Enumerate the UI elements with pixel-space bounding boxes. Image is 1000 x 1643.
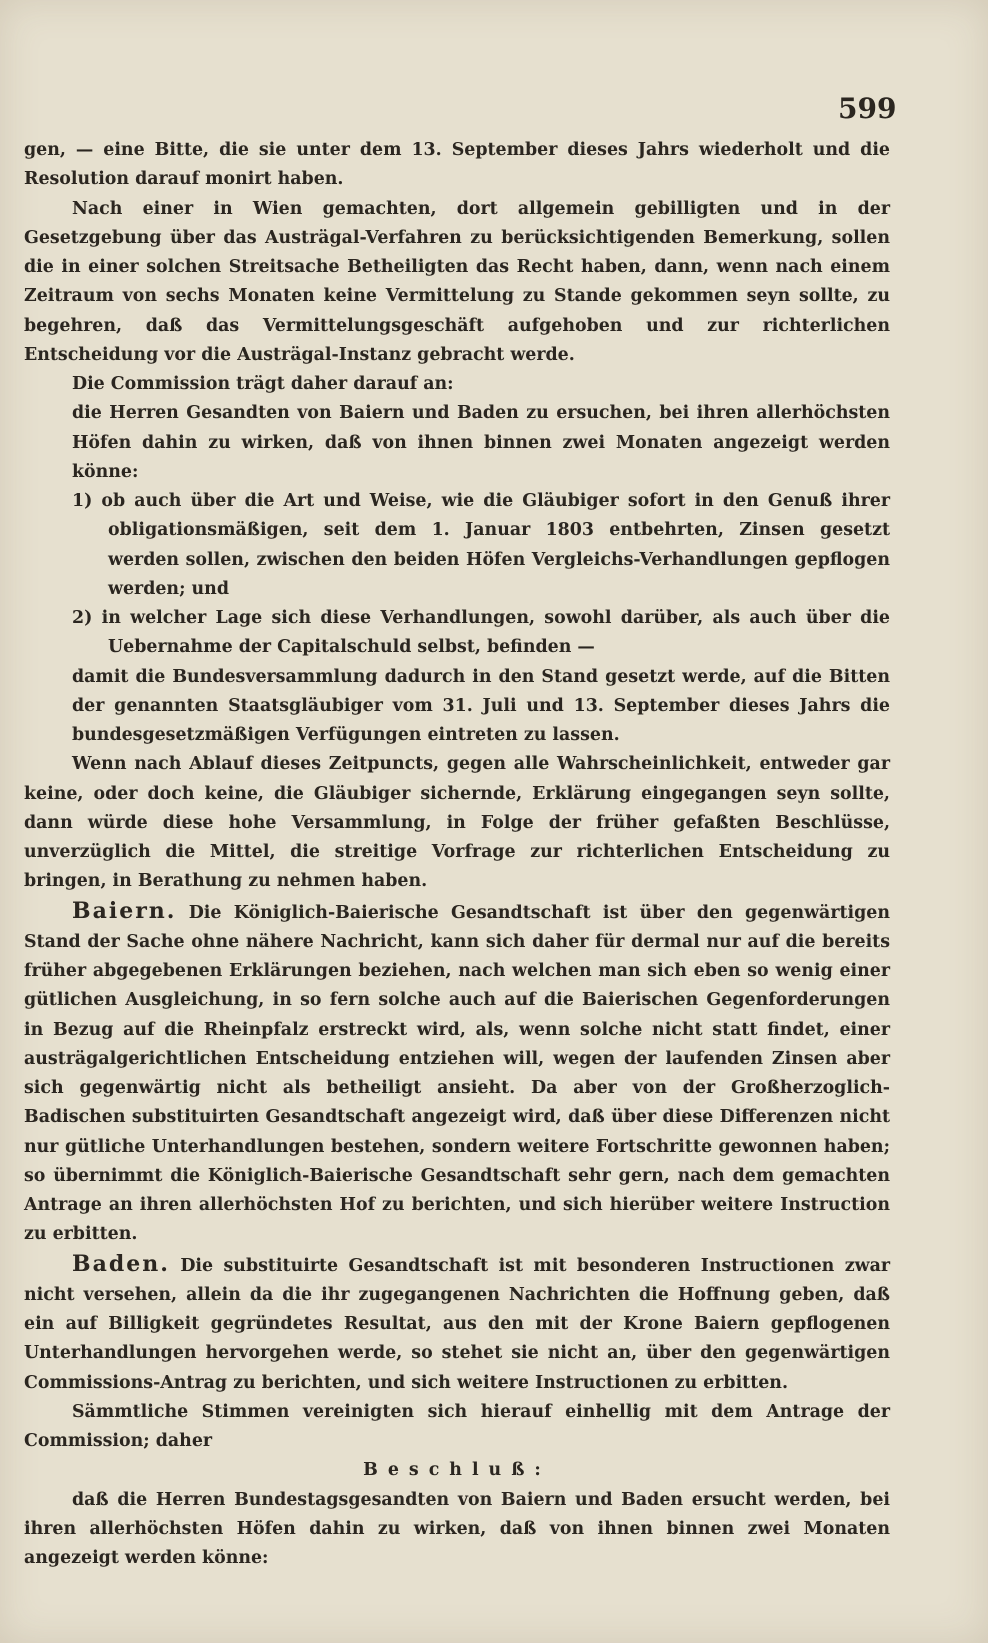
page-number: 599 [838,92,897,125]
paragraph: daß die Herren Bundestagsgesandten von Baiern und Baden ersucht werden, bei ihren allerhöchsten Höfen dahin zu wirken, daß von ihnen binnen zwei Monaten angezeigt werden könne: [24,1489,890,1568]
vote-paragraph [24,897,890,1250]
paragraph: die Herren Gesandten von Baiern und Baden zu ersuchen, bei ihren allerhöchsten Höfen dahin zu wirken, daß von ihnen binnen zwei Monaten angezeigt werden könne: [72,403,890,482]
resolution-heading: Beschluß: [363,1460,551,1481]
paragraph: Die Commission trägt daher darauf an: [72,374,454,394]
paragraph: damit die Bundesversammlung dadurch in den Stand gesetzt werde, auf die Bitten der genannten Staatsgläubiger vom 31. Juli und 13. September dieses Jahrs die bundesgesetzmäßigen Verfügungen eintreten zu lassen. [72,666,890,745]
state-label: Baden. [72,1250,170,1277]
enumerated-item: 2) in welcher Lage sich diese Verhandlungen, sowohl darüber, als auch über die Uebernahme der Capitalschuld selbst, befinden — [72,608,890,658]
paragraph: Nach einer in Wien gemachten, dort allgemein gebilligten und in der Gesetzgebung über das Austrägal-Verfahren zu berücksichtigenden Bemerkung, sollen die in einer solchen Streitsache Betheiligten das Recht haben, dann, wenn nach einem Zeitraum von sechs Monaten keine Vermittelung zu Stande gekommen seyn sollte, zu begehren, daß das Vermittelungsgeschäft aufgehoben und zur richterlichen Entscheidung vor die Austrägal-Instanz gebracht werde. [24,198,890,365]
paragraph: Sämmtliche Stimmen vereinigten sich hierauf einhellig mit dem Antrage der Commission; daher [24,1401,890,1451]
vote-text: Die substituirte Gesandtschaft ist mit besonderen Instructionen zwar nicht versehen, allein da die ihr zugegangenen Nachrichten die Hoffnung geben, daß ein auf Billigkeit gegründetes Resultat, aus den mit der Krone Baiern gepflogenen Unterhandlungen hervorgehen werde, so stehet sie nicht an, über den gegenwärtigen Commissions-Antrag zu berichten, und sich weitere Instructionen zu erbitten. [24,1255,890,1393]
body-text [24,136,890,1573]
state-label: Baiern. [72,897,177,924]
vote-text: Die Königlich-Baierische Gesandtschaft ist über den gegenwärtigen Stand der Sache ohne nähere Nachricht, kann sich daher für dermal nur auf die bereits früher abgegebenen Erklärungen beziehen, nach welchen man sich eben so wenig einer gütlichen Ausgleichung, in so fern solche auch auf die Baierischen Gegenforderungen in Bezug auf die Rheinpfalz erstreckt wird, als, wenn solche nicht statt findet, einer austrägalgerichtlichen Entscheidung entziehen will, wegen der laufenden Zinsen aber sich gegenwärtig nicht als betheiligt ansieht. Da aber von der Großherzoglich-Badischen substituirten Gesandtschaft angezeigt wird, daß über diese Differenzen nicht nur gütliche Unterhandlungen bestehen, sondern weitere Fortschritte gewonnen haben; so übernimmt die Königlich-Baierische Gesandtschaft sehr gern, nach dem gemachten Antrage an ihren allerhöchsten Hof zu berichten, und sich hierüber weitere Instruction zu erbitten. [24,902,890,1245]
paragraph: Wenn nach Ablauf dieses Zeitpuncts, gegen alle Wahrscheinlichkeit, entweder gar keine, oder doch keine, die Gläubiger sichernde, Erklärung eingegangen seyn sollte, dann würde diese hohe Versammlung, in Folge der früher gefaßten Beschlüsse, unverzüglich die Mittel, die streitige Vorfrage zur richterlichen Entscheidung zu bringen, in Berathung zu nehmen haben. [24,754,890,892]
paragraph: gen, — eine Bitte, die sie unter dem 13. September dieses Jahrs wiederholt und die Resolution darauf monirt haben. [24,140,890,190]
enumerated-item: 1) ob auch über die Art und Weise, wie die Gläubiger sofort in den Genuß ihrer obligationsmäßigen, seit dem 1. Januar 1803 entbehrten, Zinsen gesetzt werden sollen, zwischen den beiden Höfen Vergleichs-Verhandlungen gepflogen werden; und [72,491,890,599]
vote-paragraph [24,1250,890,1398]
